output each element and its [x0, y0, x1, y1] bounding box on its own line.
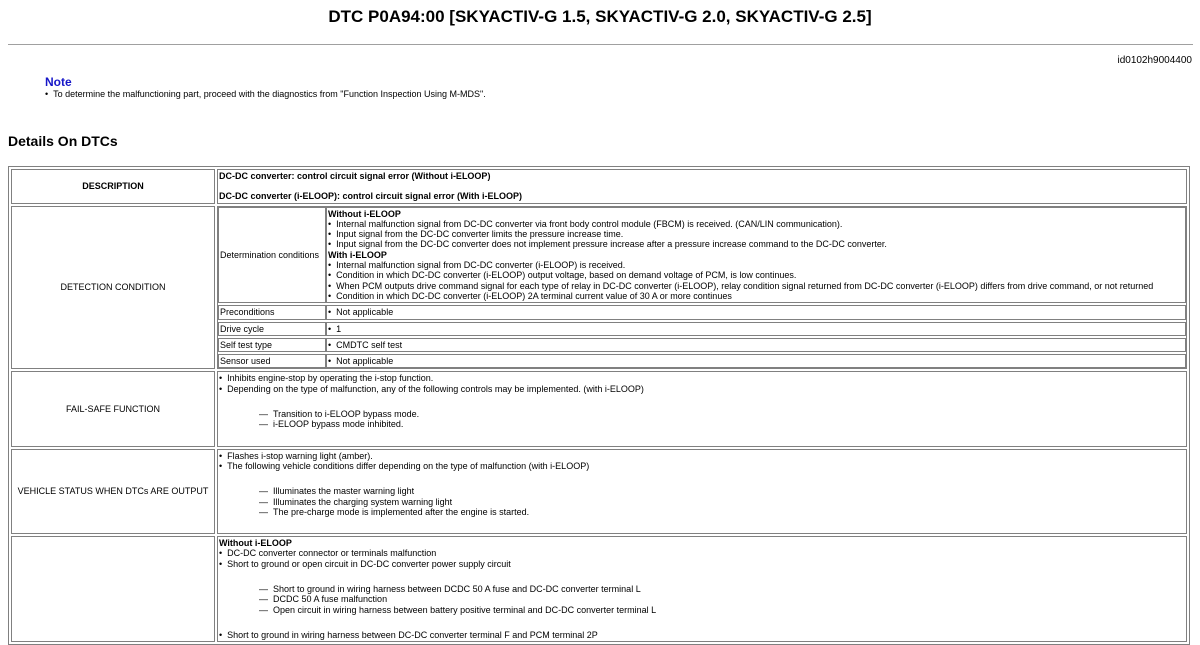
with-heading: With i-ELOOP — [328, 249, 387, 260]
determination-content — [326, 207, 1186, 304]
note-box — [45, 75, 486, 100]
description-content — [217, 169, 1187, 204]
list-item: • Inhibits engine-stop by operating the i-stop function. — [219, 373, 1185, 383]
section-title: Details On DTCs — [8, 133, 118, 149]
description-label: DESCRIPTION — [11, 169, 215, 204]
sub-list-item: — DCDC 50 A fuse malfunction — [219, 594, 1185, 604]
preconditions-label: Preconditions — [218, 305, 326, 319]
subrow-preconditions — [218, 305, 1186, 319]
page-title: DTC P0A94:00 [SKYACTIV-G 1.5, SKYACTIV-G 2.0, SKYACTIV-G 2.5] — [328, 7, 872, 26]
row-possible-cause — [11, 536, 1187, 642]
detection-content — [217, 206, 1187, 370]
sub-list-item: — Open circuit in wiring harness between battery positive terminal and DC-DC converter terminal L — [219, 605, 1185, 615]
spacer — [219, 430, 1185, 440]
spacer — [219, 471, 1185, 481]
description-line: DC-DC converter: control circuit signal error (Without i-ELOOP) — [219, 171, 491, 181]
spacer — [219, 569, 1185, 579]
list-item: • Condition in which DC-DC converter (i-ELOOP) output voltage, based on demand voltage of PCM, is low continues. — [328, 270, 1184, 280]
drive-cycle-value: • 1 — [326, 322, 1186, 336]
list-item: • Depending on the type of malfunction, any of the following controls may be implemented. (with i-ELOOP) — [219, 384, 1185, 394]
row-detection-condition — [11, 206, 1187, 370]
sub-list-item: — Transition to i-ELOOP bypass mode. — [219, 409, 1185, 419]
list-item: • Short to ground or open circuit in DC-DC converter power supply circuit — [219, 559, 1185, 569]
detection-label: DETECTION CONDITION — [11, 206, 215, 370]
determination-label: Determination conditions — [218, 207, 326, 304]
detection-subtable — [218, 207, 1186, 369]
possible-cause-label — [11, 536, 215, 642]
list-item: • Internal malfunction signal from DC-DC converter via front body control module (FBCM) is received. (CAN/LIN communication). — [328, 219, 1184, 229]
vehicle-status-content — [217, 449, 1187, 534]
without-heading: Without i-ELOOP — [328, 208, 401, 219]
preconditions-value: • Not applicable — [326, 305, 1186, 319]
sensor-value: • Not applicable — [326, 354, 1186, 368]
drive-cycle-label: Drive cycle — [218, 322, 326, 336]
list-item: • Short to ground in wiring harness between DC-DC converter terminal F and PCM terminal 2P — [219, 630, 1185, 640]
row-vehicle-status — [11, 449, 1187, 534]
dtc-details-table-wrapper — [8, 166, 1190, 645]
title-divider — [8, 44, 1193, 45]
list-item: • Flashes i-stop warning light (amber). — [219, 451, 1185, 461]
subrow-sensor — [218, 354, 1186, 368]
row-description — [11, 169, 1187, 204]
possible-cause-content — [217, 536, 1187, 642]
spacer — [219, 615, 1185, 625]
sensor-label: Sensor used — [218, 354, 326, 368]
self-test-value: • CMDTC self test — [326, 338, 1186, 352]
sub-list-item: — Illuminates the charging system warning light — [219, 497, 1185, 507]
list-item: • Input signal from the DC-DC converter limits the pressure increase time. — [328, 229, 1184, 239]
list-item: • When PCM outputs drive command signal for each type of relay in DC-DC converter (i-ELOOP), relay condition signal returned from DC-DC converter (i-ELOOP) differs from drive command, or not returned — [328, 281, 1184, 291]
spacer — [219, 527, 1185, 532]
list-item: • DC-DC converter connector or terminals malfunction — [219, 548, 1185, 558]
list-item: • Condition in which DC-DC converter (i-ELOOP) 2A terminal current value of 30 A or more continues — [328, 291, 1184, 301]
failsafe-content — [217, 371, 1187, 446]
sub-list-item: — i-ELOOP bypass mode inhibited. — [219, 419, 1185, 429]
sub-list-item: — The pre-charge mode is implemented after the engine is started. — [219, 507, 1185, 517]
list-item: • Internal malfunction signal from DC-DC converter (i-ELOOP) is received. — [328, 260, 1184, 270]
failsafe-label: FAIL-SAFE FUNCTION — [11, 371, 215, 446]
sub-list-item: — Illuminates the master warning light — [219, 486, 1185, 496]
row-fail-safe — [11, 371, 1187, 446]
sub-list-item: — Short to ground in wiring harness between DCDC 50 A fuse and DC-DC converter terminal L — [219, 584, 1185, 594]
self-test-label: Self test type — [218, 338, 326, 352]
dtc-details-table — [8, 166, 1190, 645]
note-item: • To determine the malfunctioning part, proceed with the diagnostics from "Function Inspection Using M-MDS". — [45, 89, 486, 100]
subrow-drive-cycle — [218, 322, 1186, 336]
vehicle-status-label: VEHICLE STATUS WHEN DTCs ARE OUTPUT — [11, 449, 215, 534]
spacer — [219, 517, 1185, 527]
spacer — [219, 440, 1185, 445]
without-heading: Without i-ELOOP — [219, 538, 292, 549]
document-id: id0102h9004400 — [1117, 55, 1192, 66]
list-item: • Input signal from the DC-DC converter does not implement pressure increase after a pressure increase command to the DC-DC converter. — [328, 239, 1184, 249]
list-item: • The following vehicle conditions differ depending on the type of malfunction (with i-ELOOP) — [219, 461, 1185, 471]
note-label: Note — [45, 75, 72, 89]
spacer — [219, 394, 1185, 404]
subrow-self-test — [218, 338, 1186, 352]
subrow-determination — [218, 207, 1186, 304]
description-line: DC-DC converter (i-ELOOP): control circuit signal error (With i-ELOOP) — [219, 191, 522, 202]
spacer — [219, 181, 1185, 191]
